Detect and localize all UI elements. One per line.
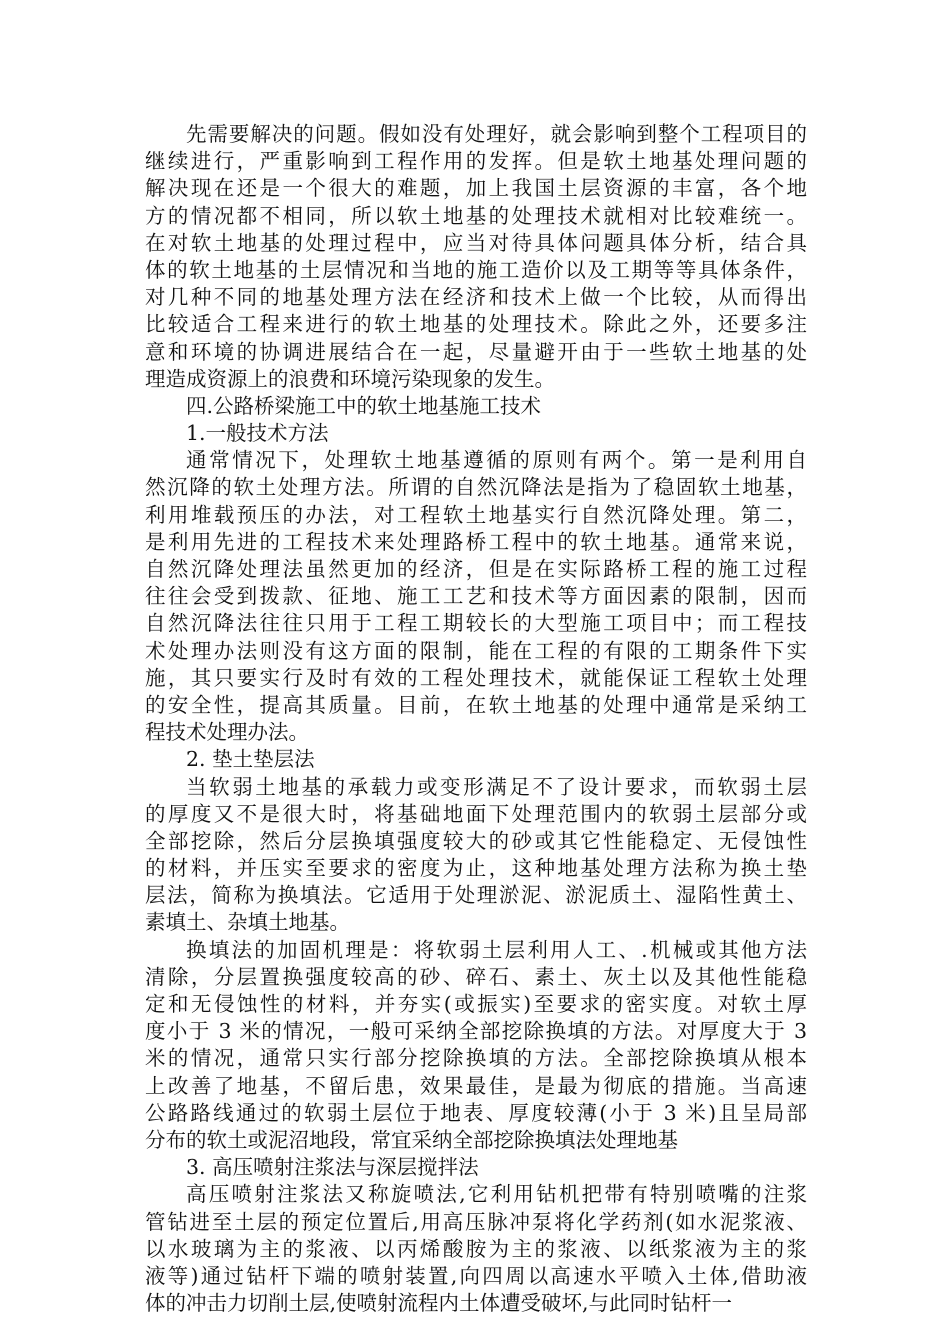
- paragraph-line: 米的情况，通常只实行部分挖除换填的方法。全部挖除换填从根本: [145, 1046, 807, 1071]
- section-heading: [145, 1154, 807, 1181]
- paragraph-line: 上改善了地基，不留后患，效果最佳，是最为彻底的措施。当高速: [145, 1073, 807, 1098]
- paragraph-line: 程技术处理办法。: [145, 720, 309, 745]
- paragraph-line: 度小于 3 米的情况，一般可采纳全部挖除换填的方法。对厚度大于 3: [145, 1019, 807, 1044]
- body-paragraph: [145, 1181, 807, 1317]
- body-paragraph: [145, 447, 807, 746]
- paragraph-line: 继续进行，严重影响到工程作用的发挥。但是软土地基处理问题的: [145, 149, 807, 174]
- body-paragraph: [145, 937, 807, 1155]
- paragraph-line: 以水玻璃为主的浆液、以丙烯酸胺为主的浆液、以纸浆液为主的浆: [145, 1236, 807, 1261]
- paragraph-line: 当软弱土地基的承载力或变形满足不了设计要求，而软弱土层: [186, 774, 807, 799]
- paragraph-line: 通常情况下，处理软土地基遵循的原则有两个。第一是利用自: [186, 448, 807, 473]
- body-paragraph: [145, 774, 807, 937]
- paragraph-line: 然沉降的软土处理方法。所谓的自然沉降法是指为了稳固软土地基，: [145, 475, 807, 500]
- paragraph-line: 解决现在还是一个很大的难题，加上我国土层资源的丰富，各个地: [145, 176, 807, 201]
- paragraph-line: 管钻进至土层的预定位置后,用高压脉冲泵将化学药剂(如水泥浆液、: [145, 1209, 807, 1234]
- paragraph-line: 的材料，并压实至要求的密度为止，这种地基处理方法称为换土垫: [145, 856, 807, 881]
- paragraph-line: 在对软土地基的处理过程中，应当对待具体问题具体分析，结合具: [145, 230, 807, 255]
- paragraph-line: 往往会受到拨款、征地、施工工艺和技术等方面因素的限制，因而: [145, 584, 807, 609]
- paragraph-line: 的厚度又不是很大时，将基础地面下处理范围内的软弱土层部分或: [145, 801, 807, 826]
- paragraph-line: 层法，简称为换填法。它适用于处理淤泥、淤泥质土、湿陷性黄土、: [145, 883, 807, 908]
- section-heading: [145, 420, 807, 447]
- paragraph-line: 的安全性，提高其质量。目前，在软土地基的处理中通常是采纳工: [145, 692, 807, 717]
- paragraph-line: 对几种不同的地基处理方法在经济和技术上做一个比较，从而得出: [145, 285, 807, 310]
- paragraph-line: 理造成资源上的浪费和环境污染现象的发生。: [145, 366, 555, 391]
- paragraph-line: 定和无侵蚀性的材料，并夯实(或振实)至要求的密实度。对软土厚: [145, 992, 807, 1016]
- paragraph-line: 比较适合工程来进行的软土地基的处理技术。除此之外，还要多注: [145, 312, 807, 337]
- paragraph-line: 全部挖除，然后分层换填强度较大的砂或其它性能稳定、无侵蚀性: [145, 828, 807, 853]
- heading-text: 3. 高压喷射注浆法与深层搅拌法: [186, 1155, 479, 1180]
- paragraph-line: 施，其只要实行及时有效的工程处理技术，就能保证工程软土处理: [145, 665, 807, 690]
- body-paragraph: [145, 121, 807, 393]
- paragraph-line: 术处理办法则没有这方面的限制，能在工程的有限的工期条件下实: [145, 638, 807, 663]
- section-heading: [145, 746, 807, 773]
- paragraph-line: 素填土、杂填土地基。: [145, 910, 350, 935]
- paragraph-line: 自然沉降处理法虽然更加的经济，但是在实际路桥工程的施工过程: [145, 557, 807, 581]
- paragraph-line: 利用堆载预压的办法，对工程软土地基实行自然沉降处理。第二，: [145, 502, 807, 527]
- paragraph-line: 高压喷射注浆法又称旋喷法,它利用钻机把带有特别喷嘴的注浆: [186, 1182, 807, 1207]
- paragraph-line: 清除，分层置换强度较高的砂、碎石、素土、灰土以及其他性能稳: [145, 964, 807, 989]
- paragraph-line: 换填法的加固机理是：将软弱土层利用人工、.机械或其他方法: [186, 937, 807, 962]
- heading-text: 1.一般技术方法: [186, 421, 329, 446]
- heading-text: 四.公路桥梁施工中的软土地基施工技术: [186, 393, 542, 418]
- heading-text: 2. 垫土垫层法: [186, 747, 315, 772]
- paragraph-line: 分布的软土或泥沼地段，常宜采纳全部挖除换填法处理地基: [145, 1127, 678, 1152]
- paragraph-line: 先需要解决的问题。假如没有处理好，就会影响到整个工程项目的: [186, 122, 807, 146]
- document-page: [145, 121, 807, 1317]
- paragraph-line: 液等)通过钻杆下端的喷射装置,向四周以高速水平喷入土体,借助液: [145, 1263, 807, 1288]
- paragraph-line: 意和环境的协调进展结合在一起，尽量避开由于一些软土地基的处: [145, 339, 807, 364]
- paragraph-line: 体的软土地基的土层情况和当地的施工造价以及工期等等具体条件，: [145, 257, 807, 282]
- paragraph-line: 是利用先进的工程技术来处理路桥工程中的软土地基。通常来说，: [145, 529, 807, 554]
- section-heading: [145, 393, 807, 420]
- paragraph-line: 方的情况都不相同，所以软土地基的处理技术就相对比较难统一。: [145, 203, 807, 228]
- paragraph-line: 公路路线通过的软弱土层位于地表、厚度较薄(小于 3 米)且呈局部: [145, 1100, 807, 1125]
- paragraph-line: 自然沉降法往往只用于工程工期较长的大型施工项目中；而工程技: [145, 611, 807, 636]
- paragraph-line: 体的冲击力切削土层,使喷射流程内土体遭受破坏,与此同时钻杆一: [145, 1291, 733, 1316]
